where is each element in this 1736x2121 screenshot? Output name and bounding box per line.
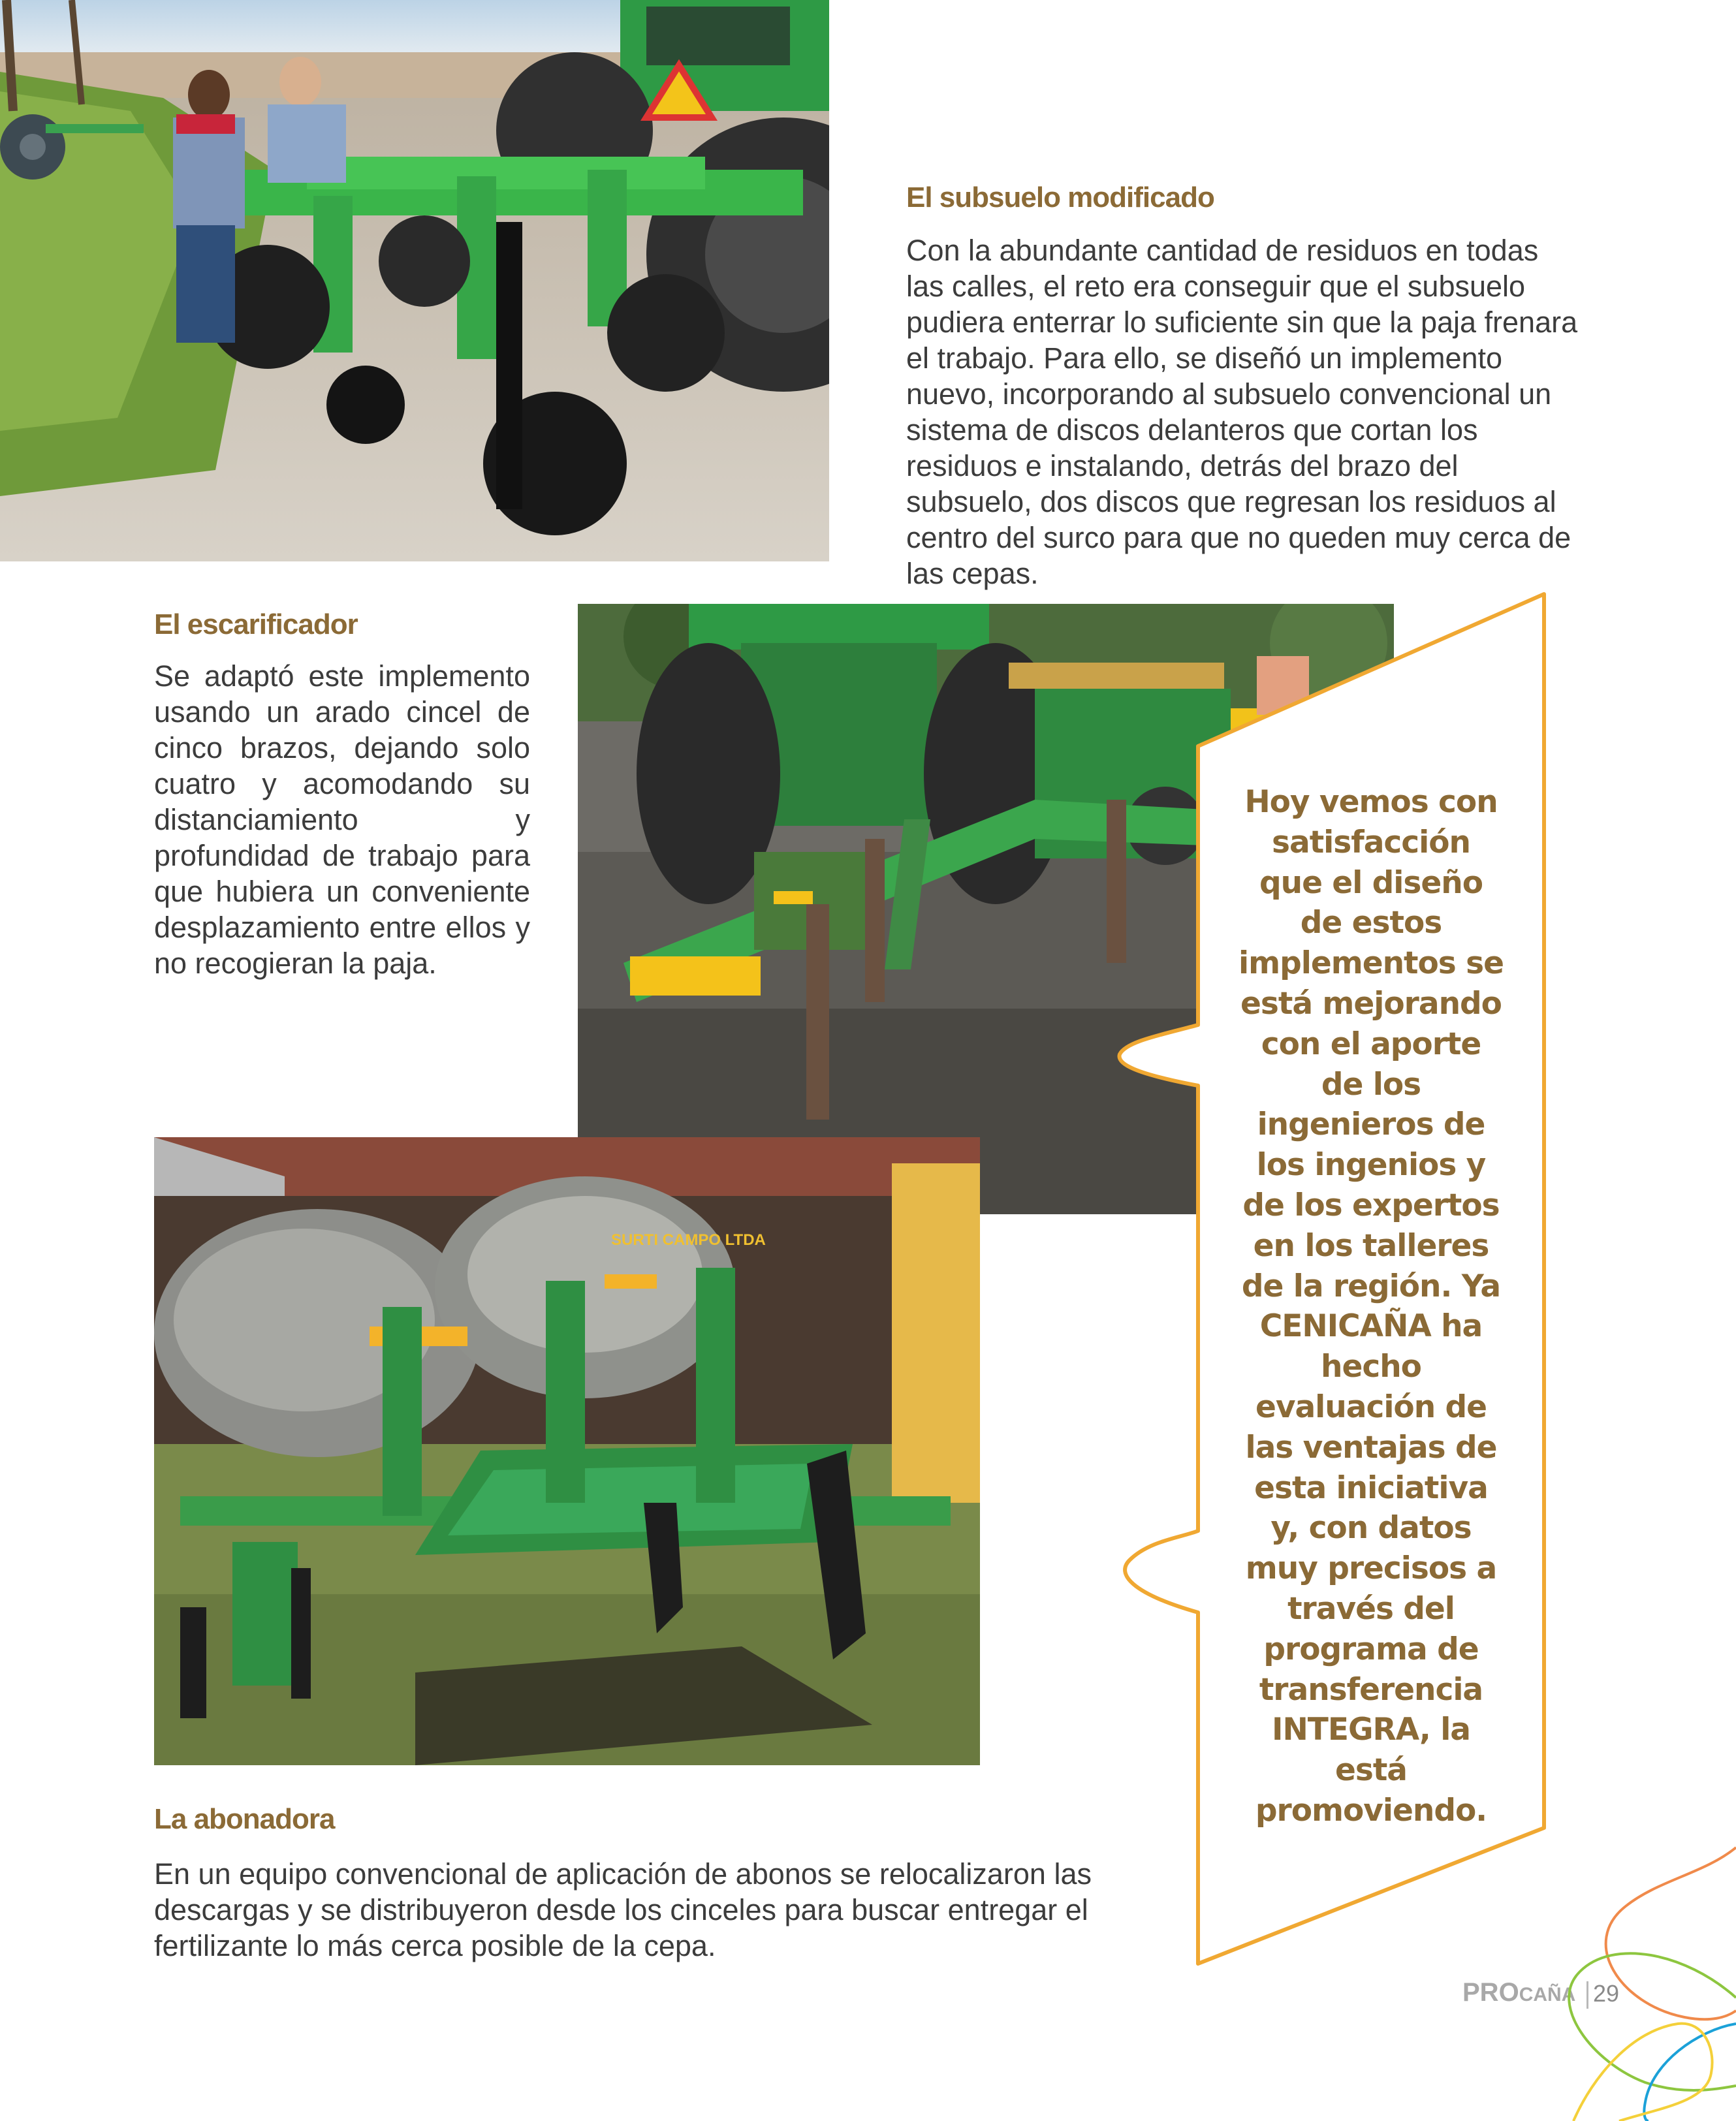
hopper-label: SURTI CAMPO LTDA [611, 1231, 766, 1249]
heading-subsuelo: El subsuelo modificado [906, 181, 1214, 213]
heading-abonadora: La abonadora [154, 1803, 335, 1835]
page-number: 29 [1593, 1980, 1620, 2007]
body-subsuelo: Con la abundante cantidad de residuos en todas las calles, el reto era conseguir que el subsuelo pudiera enterrar lo suficiente sin que la paja frenara el trabajo. Para ello, se diseñó un implemento nuevo, incorporando al subsuelo convencional un sistema de discos delanteros que cortan los residuos e instalando, detrás del brazo del subsuelo, dos discos que regresan los residuos al centro del surco para que no queden muy cerca de las cepas. [906, 234, 1578, 590]
pull-quote: Hoy vemos con satisfacción que el diseño de estos implementos se está mejorando con el aporte de los ingenieros de los ingenios y de los expertos en los talleres de la región. Ya CENICAÑA ha hecho evaluación de las ventajas de esta iniciativa y, con datos muy precisos a través del programa de transferencia INTEGRA, la está promoviendo. [1239, 784, 1504, 1829]
brand-pro: PRO [1462, 1978, 1519, 2007]
body-escarificador: Se adaptó este implemento usando un arado cincel de cinco brazos, dejando solo cuatro y acomodando su distanciamiento y profundidad de trabajo para que hubiera un conveniente desplazamiento entre ellos y no recogieran la paja. [154, 659, 530, 980]
body-abonadora: En un equipo convencional de aplicación de abonos se relocalizaron las descargas y se distribuyeron desde los cinceles para buscar entregar el fertilizante lo más cerca posible de la cepa. [154, 1857, 1092, 1962]
brand-cana: CAÑA [1519, 1984, 1576, 2005]
decorative-corner-lines [1554, 1828, 1736, 2121]
photo-fertilizer-applicator [154, 1137, 980, 1765]
photo-subsoiler [0, 0, 829, 561]
heading-escarificador: El escarificador [154, 608, 358, 640]
